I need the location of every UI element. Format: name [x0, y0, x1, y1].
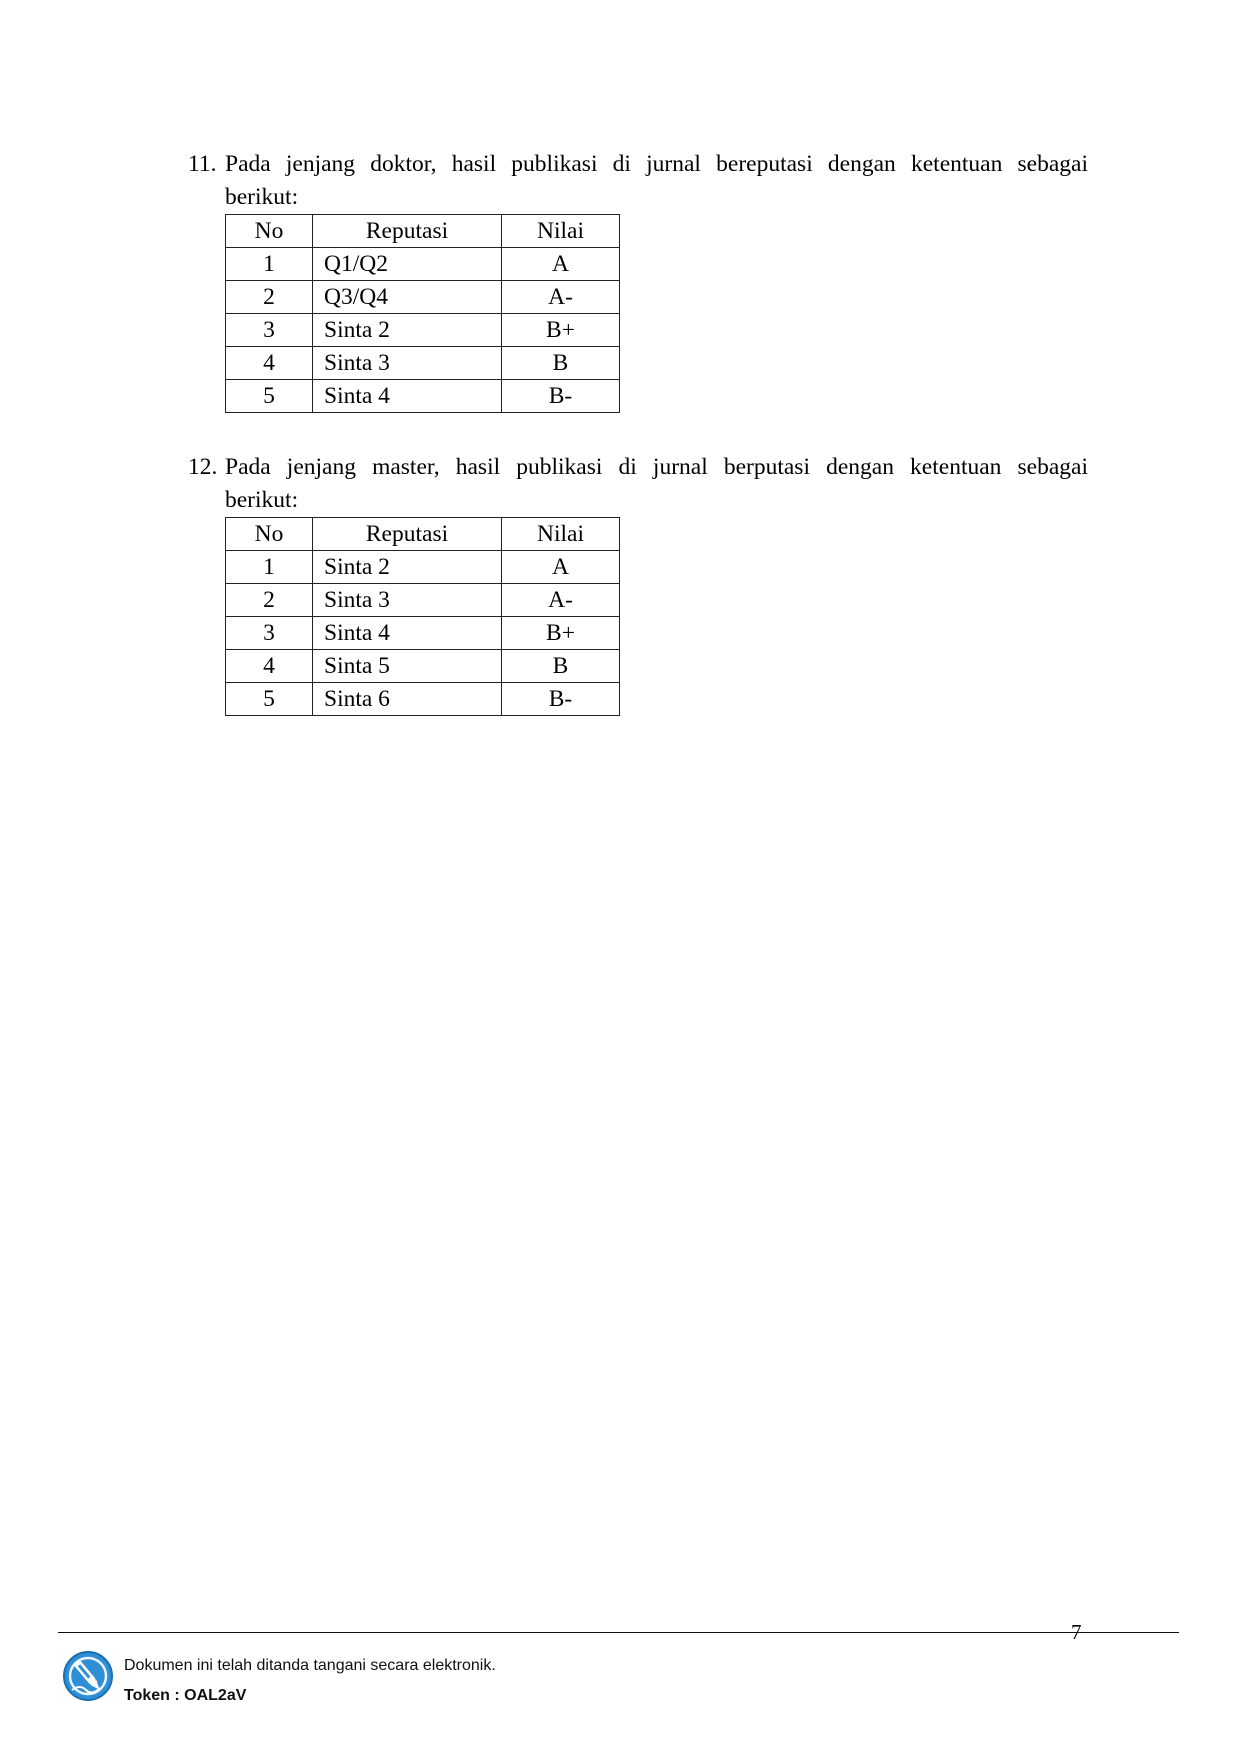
table-cell: 1 [226, 248, 313, 281]
table-cell: 2 [226, 584, 313, 617]
table-cell: Sinta 2 [313, 551, 502, 584]
list-number: 11. [188, 151, 217, 177]
e-signature-pen-icon [62, 1650, 114, 1702]
paragraph [225, 451, 1088, 517]
table-cell: Sinta 5 [313, 650, 502, 683]
table-cell: Sinta 3 [313, 347, 502, 380]
table-cell: Sinta 3 [313, 584, 502, 617]
table-cell: Q3/Q4 [313, 281, 502, 314]
column-header: Nilai [502, 518, 620, 551]
table-cell: 5 [226, 683, 313, 716]
table-row [226, 380, 620, 413]
table-cell: A- [502, 584, 620, 617]
table-row [226, 281, 620, 314]
table-cell: B+ [502, 314, 620, 347]
signature-notice-block [124, 1651, 496, 1711]
table-cell: 1 [226, 551, 313, 584]
table-cell: B [502, 650, 620, 683]
table-cell: B+ [502, 617, 620, 650]
table-cell: 3 [226, 617, 313, 650]
footer-divider [58, 1632, 1179, 1633]
column-header: No [226, 215, 313, 248]
table-header-row [226, 215, 620, 248]
paragraph-line: berikut: [225, 184, 299, 210]
reputation-table [225, 214, 620, 413]
reputation-table [225, 517, 620, 716]
table-row [226, 551, 620, 584]
column-header: No [226, 518, 313, 551]
table-cell: Q1/Q2 [313, 248, 502, 281]
table-cell: B- [502, 683, 620, 716]
table-cell: Sinta 2 [313, 314, 502, 347]
table-cell: Sinta 4 [313, 617, 502, 650]
table-row [226, 314, 620, 347]
table-cell: 4 [226, 347, 313, 380]
table-row [226, 683, 620, 716]
signature-token: Token : OAL2aV [124, 1687, 247, 1704]
table-cell: 2 [226, 281, 313, 314]
table-cell: A [502, 551, 620, 584]
paragraph-line: berikut: [225, 487, 299, 513]
table-row [226, 650, 620, 683]
paragraph [225, 148, 1088, 214]
table-header-row [226, 518, 620, 551]
table-row [226, 248, 620, 281]
table-cell: A [502, 248, 620, 281]
signature-notice: Dokumen ini telah ditanda tangani secara elektronik. [124, 1657, 496, 1674]
list-item-11 [188, 148, 1088, 413]
list-item-12 [188, 451, 1088, 716]
page-number: 7 [1071, 1620, 1082, 1644]
table-cell: Sinta 6 [313, 683, 502, 716]
table-cell: 5 [226, 380, 313, 413]
column-header: Reputasi [313, 215, 502, 248]
paragraph-line: Pada jenjang master, hasil publikasi di jurnal berputasi dengan ketentuan sebagai [225, 454, 1088, 480]
table-row [226, 617, 620, 650]
table-cell: B [502, 347, 620, 380]
column-header: Nilai [502, 215, 620, 248]
table-cell: Sinta 4 [313, 380, 502, 413]
table-cell: A- [502, 281, 620, 314]
column-header: Reputasi [313, 518, 502, 551]
table-cell: 4 [226, 650, 313, 683]
table-row [226, 347, 620, 380]
paragraph-line: Pada jenjang doktor, hasil publikasi di jurnal bereputasi dengan ketentuan sebagai [225, 151, 1088, 177]
table-cell: B- [502, 380, 620, 413]
table-row [226, 584, 620, 617]
list-number: 12. [188, 454, 218, 480]
table-cell: 3 [226, 314, 313, 347]
